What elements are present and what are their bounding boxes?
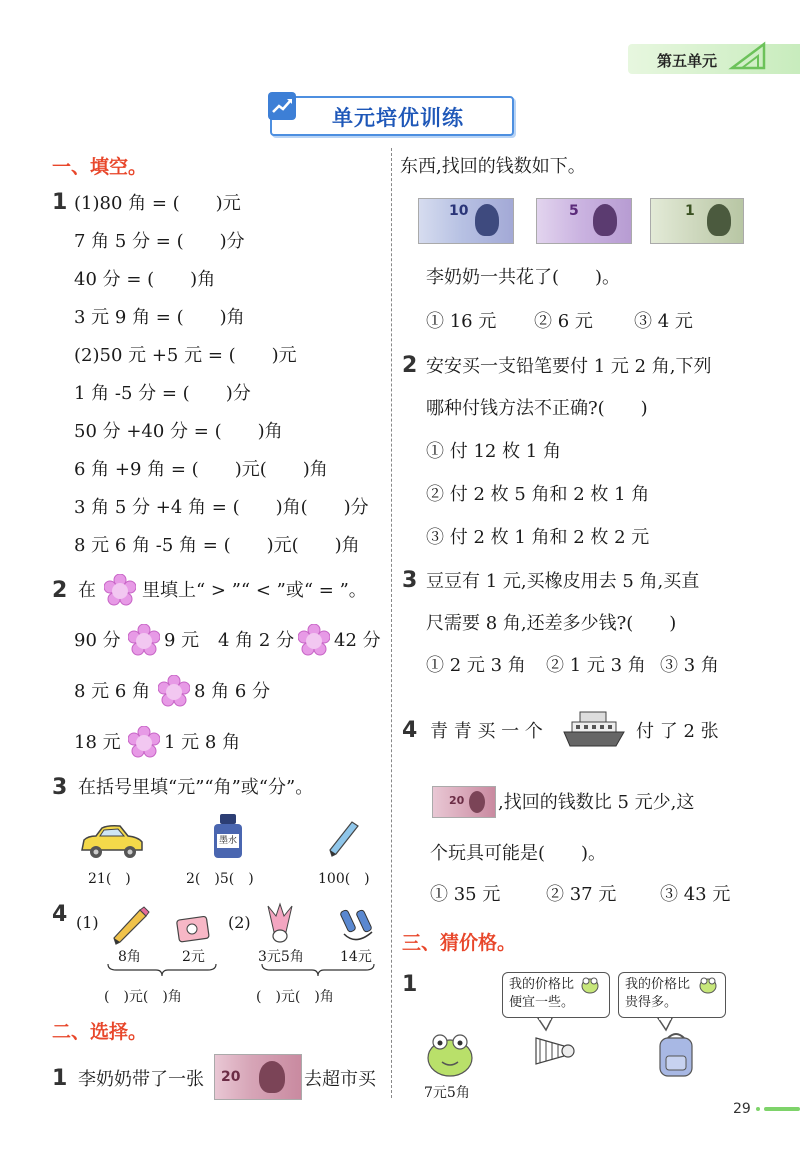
banknote-20-image: 20 [432,786,496,818]
frog-mini-icon [698,974,718,994]
s2-q2-option[interactable]: ① 付 12 枚 1 角 [426,441,561,462]
q4-price: 3元5角 [258,949,304,965]
q3-number: 3 [52,775,68,800]
section-choice-heading: 二、选择。 [52,1021,148,1043]
shuttlecock-icon [264,902,296,946]
badminton-shuttlecock-icon [528,1030,576,1070]
s2-q2-option[interactable]: ② 付 2 枚 5 角和 2 枚 1 角 [426,484,650,505]
speech-bubble-cheaper: 我的价格比 便宜一些。 [502,972,610,1018]
banknote-1-image: 1 [650,198,744,244]
q4-part1: (1) [76,913,99,932]
q4-answer-right[interactable]: ( )元( )角 [256,989,334,1005]
s2-q1-text-d: 李奶奶一共花了( )。 [426,267,621,288]
q1-line: 6 角 +9 角 = ( )元( )角 [74,459,328,480]
s2-q2-number: 2 [402,353,418,378]
s2-q1-text-b: 去超市买 [304,1069,376,1090]
s2-q4-text-d: 个玩具可能是( )。 [430,843,607,864]
s2-q3-line: 豆豆有 1 元,买橡皮用去 5 角,买直 [426,571,700,592]
q2-row1-mid-right: 9 元 [164,630,200,651]
q1-line: 3 角 5 分 +4 角 = ( )角( )分 [74,497,369,518]
q1-line: 3 元 9 角 = ( )角 [74,307,245,328]
q2-row1-right-left: 4 角 2 分 [218,630,295,651]
comparison-flower-input[interactable] [128,726,160,758]
q1-line: 40 分 = ( )角 [74,269,216,290]
s2-q4-number: 4 [402,718,418,743]
s2-q4-text-c: ,找回的钱数比 5 元少,这 [498,792,695,813]
s2-q1-option[interactable]: ① 16 元 [426,311,497,332]
section-fill-heading: 一、填空。 [52,156,148,178]
q1-line: (1)80 角 = ( )元 [74,193,241,214]
ruler-triangle-icon [728,40,768,72]
page-title: 单元培优训练 [332,106,464,130]
q4-number: 4 [52,902,68,927]
pencil-icon [112,906,152,946]
q2-prompt-a: 在 [78,580,96,601]
comparison-flower-input[interactable] [158,675,190,707]
q4-price: 8角 [118,949,141,965]
s2-q3-line: 尺需要 8 角,还差多少钱?( ) [426,613,677,634]
q2-prompt-b: 里填上“ > ”“ < ”或“ = ”。 [142,580,367,601]
q2-row1-left: 90 分 [74,630,121,651]
q3-answer-pencil[interactable]: 100( ) [318,871,370,887]
q1-line: 1 角 -5 分 = ( )分 [74,383,251,404]
q4-part2: (2) [228,913,251,932]
s2-q1-number: 1 [52,1066,68,1091]
trend-icon [268,92,296,120]
q2-row3-right: 1 元 8 角 [164,732,241,753]
backpack-icon [654,1030,698,1078]
q2-number: 2 [52,578,68,603]
ink-bottle-icon: 墨水 [214,814,242,858]
q4-price: 2元 [182,949,205,965]
q1-number: 1 [52,190,68,215]
page-number: 29 [733,1101,751,1117]
q4-answer-left[interactable]: ( )元( )角 [104,989,182,1005]
q2-row2-right: 8 角 6 分 [194,681,271,702]
flower-icon [104,574,136,606]
s2-q4-text-a: 青 青 买 一 个 [430,721,543,742]
s2-q1-option[interactable]: ③ 4 元 [634,311,693,332]
q3-prompt: 在括号里填“元”“角”或“分”。 [78,777,314,798]
frog-mini-icon [580,974,600,994]
page-number-bar [764,1107,800,1111]
s2-q3-option[interactable]: ① 2 元 3 角 [426,655,526,676]
s2-q4-text-b: 付 了 2 张 [636,721,719,742]
comparison-flower-input[interactable] [298,624,330,656]
banknote-5-image: 5 [536,198,632,244]
s2-q3-option[interactable]: ② 1 元 3 角 [546,655,646,676]
s2-q3-option[interactable]: ③ 3 角 [660,655,719,676]
pencil-icon [326,818,362,858]
s2-q1-text-a: 李奶奶带了一张 [78,1069,204,1090]
q4-price: 14元 [340,949,372,965]
comparison-flower-input[interactable] [128,624,160,656]
s2-q2-option[interactable]: ③ 付 2 枚 1 角和 2 枚 2 元 [426,527,650,548]
pencil-sharpener-icon [174,910,214,946]
s2-q1-option[interactable]: ② 6 元 [534,311,593,332]
s2-q2-line: 哪种付钱方法不正确?( ) [426,398,648,419]
q3-answer-car[interactable]: 21( ) [88,871,131,887]
section-guess-heading: 三、猜价格。 [402,932,517,954]
s2-q2-line: 安安买一支铅笔要付 1 元 2 角,下列 [426,356,712,377]
q3-answer-ink[interactable]: 2( )5( ) [186,871,254,887]
s2-q1-text-c: 东西,找回的钱数如下。 [400,156,586,177]
brace-right [260,962,376,978]
q2-row3-left: 18 元 [74,732,121,753]
q1-line: (2)50 元 +5 元 = ( )元 [74,345,297,366]
q1-line: 7 角 5 分 = ( )分 [74,231,245,252]
q2-row2-left: 8 元 6 角 [74,681,151,702]
toy-car-icon [78,822,146,862]
jump-rope-icon [338,906,378,946]
unit-label: 第五单元 [657,52,718,70]
q1-line: 50 分 +40 分 = ( )角 [74,421,283,442]
toy-ship-icon [562,708,626,750]
s2-q4-option[interactable]: ② 37 元 [546,884,617,905]
page-number-dot [756,1107,760,1111]
brace-left [106,962,218,978]
banknote-20-image: 20 [214,1054,302,1100]
q1-line: 8 元 6 角 -5 角 = ( )元( )角 [74,535,360,556]
frog-bag-price: 7元5角 [424,1085,470,1101]
s2-q4-option[interactable]: ③ 43 元 [660,884,731,905]
s2-q4-option[interactable]: ① 35 元 [430,884,501,905]
q2-row1-right-right: 42 分 [334,630,381,651]
speech-bubble-pricier: 我的价格比 贵得多。 [618,972,726,1018]
frog-bag-icon [424,1028,476,1078]
s3-q1-number: 1 [402,972,418,997]
s2-q3-number: 3 [402,568,418,593]
banknote-10-image: 10 [418,198,514,244]
column-divider [391,148,393,1098]
